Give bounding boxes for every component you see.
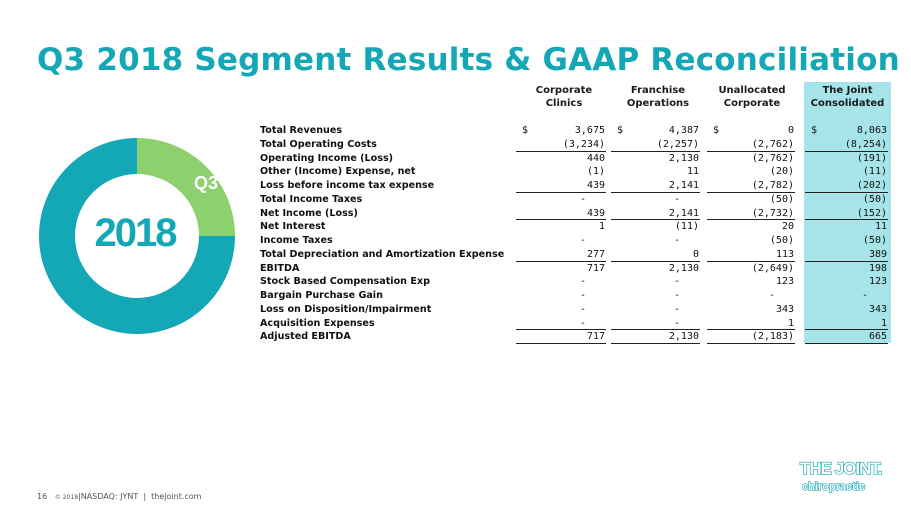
row-label: Total Revenues (260, 125, 343, 136)
table-row (260, 289, 890, 303)
table-cell: - (673, 276, 680, 288)
table-cell: 439 (586, 180, 605, 191)
column-header-line1: Corporate (535, 85, 593, 96)
row-label: Adjusted EBITDA (260, 331, 351, 343)
table-cell: (2,649) (751, 262, 794, 274)
row-label: Net Interest (260, 221, 326, 233)
table-cell: - (768, 290, 775, 301)
table-cell: 3,675 (574, 125, 605, 136)
website: thejoint.com (151, 492, 202, 501)
table-cell: 2,141 (668, 207, 699, 219)
table-cell: - (579, 193, 586, 205)
table-cell: (2,782) (751, 180, 794, 191)
column-header-corporate-clinics (520, 84, 608, 110)
table-cell: 1 (880, 317, 887, 329)
subtotal-rule (611, 343, 700, 344)
table-cell: 665 (868, 331, 887, 343)
table-cell: (11) (674, 221, 699, 233)
table-cell: (191) (856, 152, 887, 164)
table-cell: 717 (586, 262, 605, 274)
column-header-line2: Operations (626, 98, 690, 109)
table-row (260, 193, 890, 207)
currency-symbol: $ (713, 125, 720, 136)
table-row (260, 275, 890, 289)
table-cell: 343 (775, 303, 794, 315)
table-cell: (202) (856, 180, 887, 191)
table-cell: 439 (586, 207, 605, 219)
table-cell: - (579, 235, 586, 246)
table-cell: 2,141 (668, 180, 699, 191)
row-label: Income Taxes (260, 235, 333, 246)
row-label: Total Depreciation and Amortization Expense (260, 248, 505, 260)
table-cell: (2,762) (751, 138, 794, 150)
table-row (260, 165, 890, 179)
column-header-franchise-operations (614, 84, 702, 110)
ticker: NASDAQ: JYNT (80, 492, 139, 501)
table-cell: (50) (769, 235, 794, 246)
table-cell: - (673, 317, 680, 329)
row-label: Operating Income (Loss) (260, 152, 394, 164)
table-cell: 20 (781, 221, 794, 233)
table-cell: 11 (874, 221, 887, 233)
table-cell: - (579, 290, 586, 301)
row-label: Loss before income tax expense (260, 180, 435, 191)
table-cell: 1 (787, 317, 794, 329)
table-cell: 113 (775, 248, 794, 260)
row-label: Other (Income) Expense, net (260, 166, 416, 178)
table-cell: 277 (586, 248, 605, 260)
table-row (260, 303, 890, 317)
table-cell: 11 (686, 166, 699, 178)
table-cell: 440 (586, 152, 605, 164)
table-cell: - (579, 276, 586, 288)
table-cell: 4,387 (668, 125, 699, 136)
row-label: Total Operating Costs (260, 138, 377, 150)
table-cell: 8,063 (856, 125, 887, 136)
donut-year-label: 2018 (94, 211, 176, 255)
table-cell: (2,257) (656, 138, 699, 150)
column-header-line2: Clinics (545, 98, 583, 109)
table-cell: 123 (868, 276, 887, 288)
table-cell: 389 (868, 248, 887, 260)
table-cell: (2,183) (751, 331, 794, 343)
table-cell: - (579, 303, 586, 315)
footer-separator: | (143, 492, 147, 501)
row-label: Net Income (Loss) (260, 207, 358, 219)
column-header-line1: The Joint (822, 85, 873, 96)
table-cell: 2,130 (668, 262, 699, 274)
table-cell: 343 (868, 303, 887, 315)
row-label: Stock Based Compensation Exp (260, 276, 430, 288)
table-cell: - (673, 235, 680, 246)
table-cell: 2,130 (668, 331, 699, 343)
table-row (260, 220, 890, 234)
column-header-unallocated-corporate (708, 84, 796, 110)
table-cell: (2,762) (751, 152, 794, 164)
column-header-line2: Consolidated (810, 98, 885, 109)
year-donut-graphic (38, 137, 236, 335)
table-cell: (50) (862, 235, 887, 246)
column-header-line2: Corporate (723, 98, 781, 109)
subtotal-rule (707, 343, 795, 344)
slide-title: Q3 2018 Segment Results & GAAP Reconciliation (37, 42, 900, 78)
table-cell: - (861, 290, 868, 301)
column-header-line1: Unallocated (718, 85, 786, 96)
table-cell: 0 (692, 248, 699, 260)
table-cell: (50) (769, 193, 794, 205)
table-cell: - (579, 317, 586, 329)
table-cell: (8,254) (844, 138, 887, 150)
row-label: Bargain Purchase Gain (260, 290, 383, 301)
footer-separator: | (78, 492, 81, 501)
table-cell: (2,732) (751, 207, 794, 219)
subtotal-rule (805, 343, 888, 344)
row-label: Total Income Taxes (260, 193, 363, 205)
copyright: © 2018 (54, 494, 79, 501)
table-cell: (152) (856, 207, 887, 219)
table-cell: (1) (586, 166, 605, 178)
table-cell: 198 (868, 262, 887, 274)
row-label: EBITDA (260, 262, 300, 274)
table-cell: 2,130 (668, 152, 699, 164)
table-cell: (11) (862, 166, 887, 178)
table-row (260, 124, 890, 138)
table-cell: - (673, 290, 680, 301)
table-cell: (3,234) (562, 138, 605, 150)
row-label: Loss on Disposition/Impairment (260, 303, 432, 315)
column-header-line1: Franchise (630, 85, 686, 96)
currency-symbol: $ (522, 125, 529, 136)
table-cell: (20) (769, 166, 794, 178)
table-cell: - (673, 193, 680, 205)
logo-subtitle: chiropractic (802, 481, 865, 493)
table-cell: (50) (862, 193, 887, 205)
table-cell: 717 (586, 331, 605, 343)
footer (37, 492, 201, 501)
logo-wordmark: THE JOINT. (800, 459, 882, 478)
table-row (260, 152, 890, 166)
donut-quarter-label: Q3 (194, 173, 219, 193)
column-header-consolidated (804, 84, 891, 110)
table-cell: 1 (598, 221, 605, 233)
table-cell: 0 (787, 125, 794, 136)
table-row (260, 234, 890, 248)
table-cell: - (673, 303, 680, 315)
currency-symbol: $ (811, 125, 818, 136)
table-row (260, 262, 890, 276)
table-cell: 123 (775, 276, 794, 288)
row-label: Acquisition Expenses (260, 317, 375, 329)
the-joint-logo (798, 448, 882, 496)
currency-symbol: $ (617, 125, 624, 136)
page-number: 16 (37, 492, 48, 501)
subtotal-rule (516, 343, 606, 344)
